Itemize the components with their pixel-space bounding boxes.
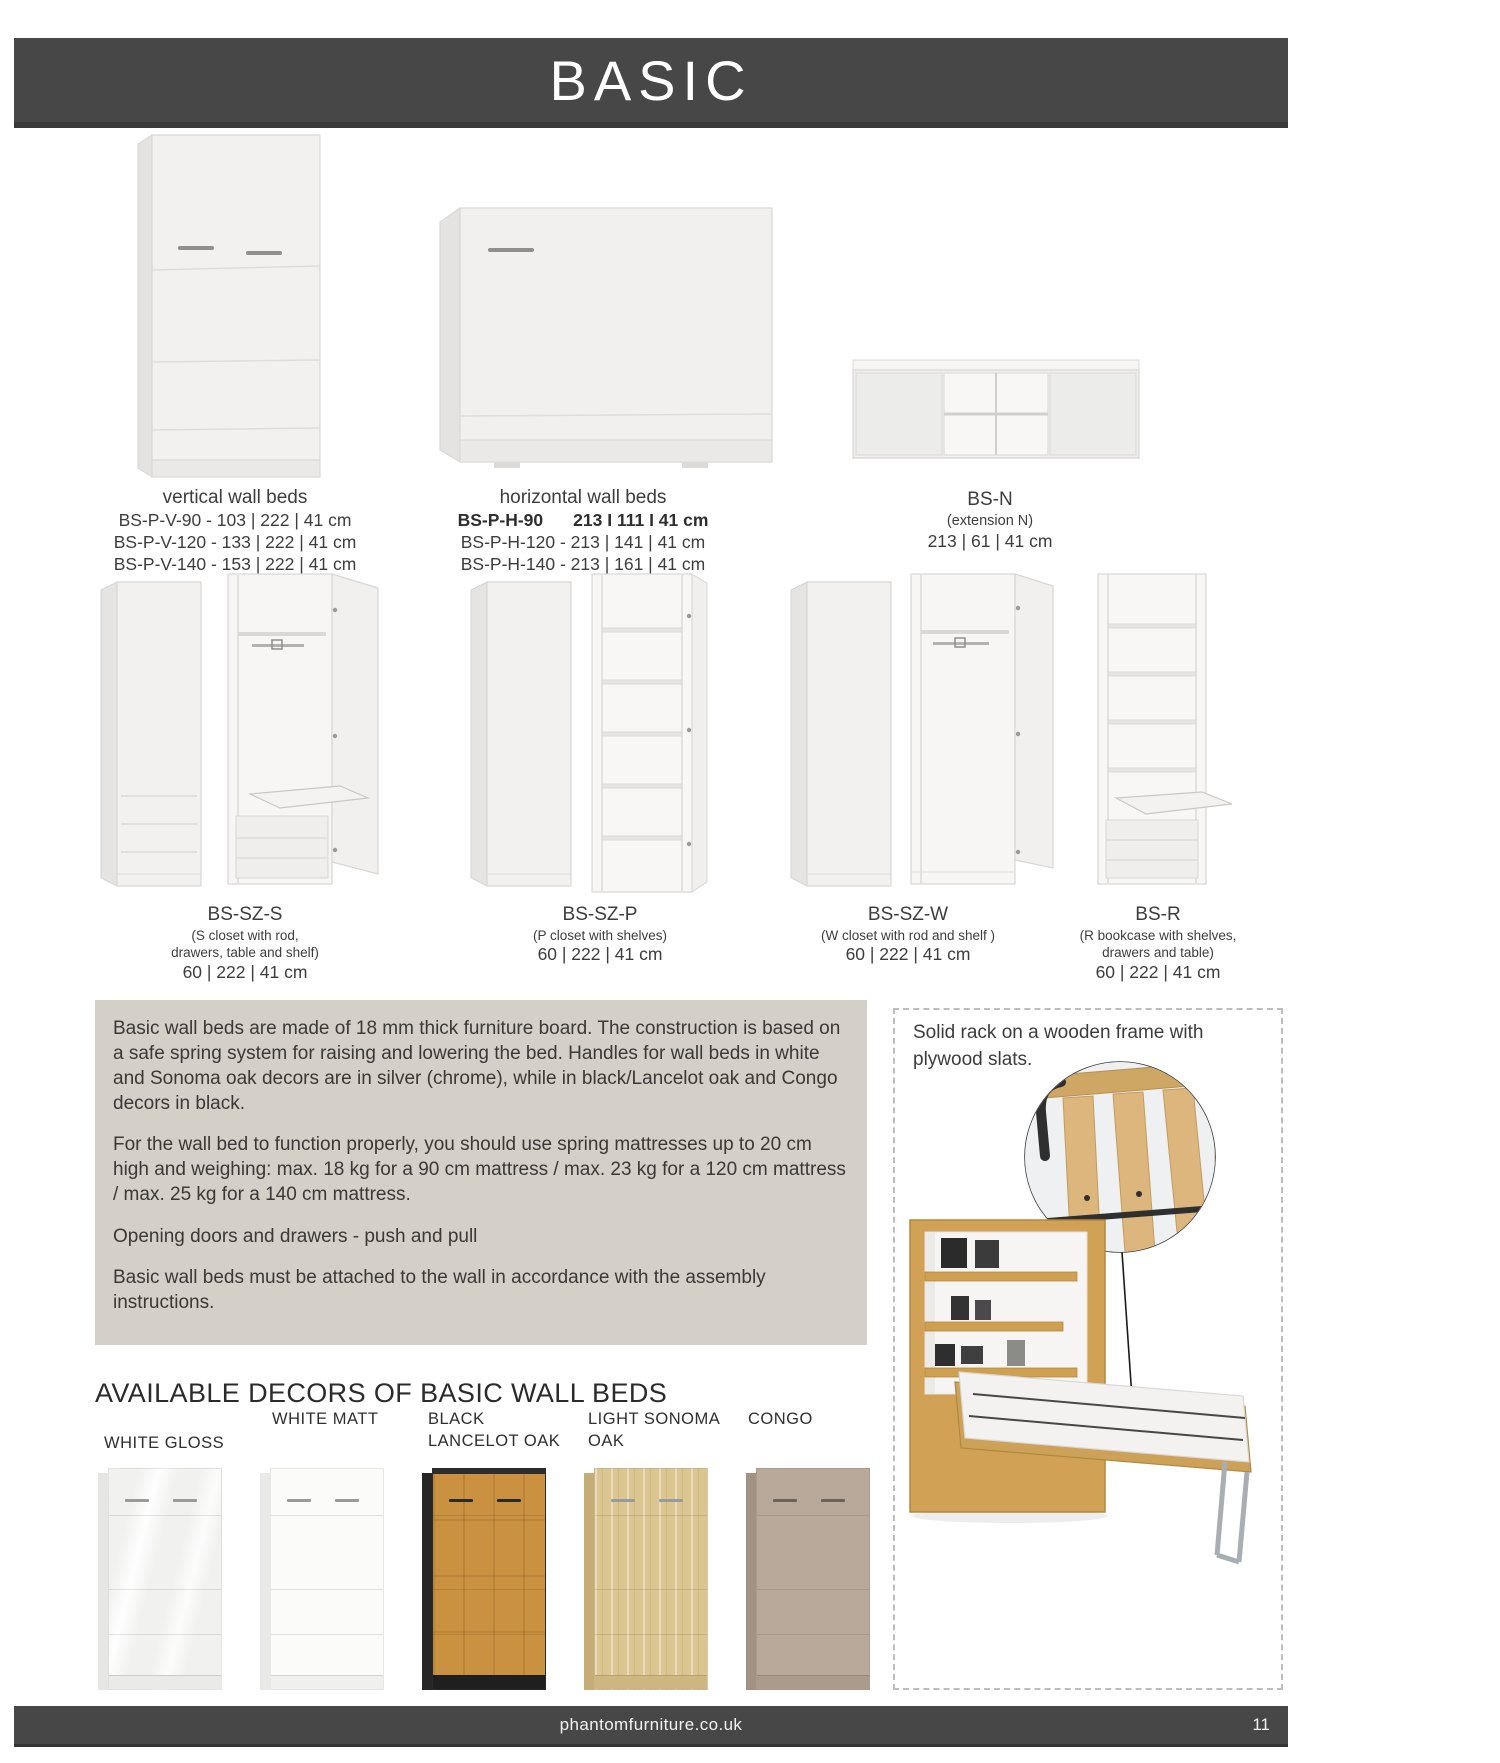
product-desc: (P closet with shelves) [532, 927, 668, 943]
website-text: phantomfurniture.co.uk [559, 1715, 743, 1734]
size-line: 60 | 222 | 41 cm [845, 944, 971, 965]
closet-w-closed-image [785, 578, 897, 890]
decor-label-line: WHITE GLOSS [104, 1434, 225, 1452]
product-title: vertical wall beds [162, 487, 308, 508]
info-paragraph: For the wall bed to function properly, you should use spring mattresses up to 20 cm high and weighing: max. 18 kg for a 90 cm mattress / max. 23 kg for a 120 cm mattress / max. 25 kg for a 140 cm mattress. [113, 1134, 846, 1206]
decor-label-line: LANCELOT OAK [428, 1432, 561, 1451]
rack-note: Solid rack on a wooden frame with plywood slats. [913, 1022, 1204, 1070]
product-desc: drawers, table and shelf) [171, 945, 319, 961]
open-wall-bed-image [895, 1010, 1281, 1688]
page-title: BASIC [549, 48, 753, 112]
decor-label-light-sonoma-oak [588, 1408, 720, 1453]
product-title: horizontal wall beds [499, 487, 667, 508]
decor-label-congo [748, 1408, 813, 1430]
product-desc: (S closet with rod, [191, 927, 299, 943]
product-title: BS-N [967, 489, 1013, 510]
bsn-label [840, 488, 1140, 552]
decor-swatch-white-matt [260, 1468, 384, 1690]
info-paragraph: Opening doors and drawers - push and pull [113, 1225, 478, 1247]
vertical-wall-bed-image [116, 130, 326, 482]
size-line: BS-P-H-140 - 213 | 161 | 41 cm [460, 553, 706, 574]
header-bar [14, 38, 1288, 128]
horizontal-wall-beds-label [418, 486, 748, 575]
size-line-bold [418, 510, 748, 532]
bs-r-label [1028, 903, 1288, 984]
horizontal-wall-bed-image [430, 198, 778, 476]
closet-p-open-image [586, 568, 714, 898]
product-subtitle: (extension N) [946, 512, 1034, 529]
decor-swatch-light-sonoma-oak [584, 1468, 708, 1690]
info-paragraph: Basic wall beds are made of 18 mm thick furniture board. The construction is based on a safe spring system for raising and lowering the bed. Handles for wall beds in white and Sonoma oak decors are in silver (chrome), while in black/Lancelot oak and Congo decors in black. [113, 1018, 841, 1115]
product-desc: (W closet with rod and shelf ) [820, 927, 996, 943]
bookcase-r-image [1090, 568, 1240, 898]
size-line: BS-P-H-120 - 213 | 141 | 41 cm [460, 531, 706, 552]
size-line: BS-P-V-140 - 153 | 222 | 41 cm [113, 553, 357, 574]
product-title: BS-SZ-P [562, 904, 638, 925]
size-line: 60 | 222 | 41 cm [1095, 961, 1221, 982]
bs-sz-w-label [768, 903, 1048, 966]
closet-s-open-image [222, 568, 394, 898]
closet-s-closed-image [95, 578, 207, 890]
decor-label-white-gloss [104, 1432, 224, 1454]
product-desc: (R bookcase with shelves, [1079, 927, 1237, 943]
decor-swatch-white-gloss [98, 1468, 222, 1690]
decor-label-line: OAK [588, 1432, 625, 1451]
decor-label-line: LIGHT SONOMA [588, 1410, 721, 1428]
size-line: 213 | 61 | 41 cm [927, 530, 1053, 551]
bs-sz-p-label [460, 903, 740, 966]
info-text-block [95, 1000, 867, 1345]
decor-label-white-matt [272, 1408, 378, 1430]
rack-detail-box [893, 1008, 1283, 1690]
product-title: BS-R [1135, 904, 1181, 925]
decor-swatch-black-lancelot-oak [422, 1468, 546, 1690]
decor-swatch-congo [746, 1468, 870, 1690]
bs-sz-s-label [105, 903, 385, 984]
decors-heading: AVAILABLE DECORS OF BASIC WALL BEDS [95, 1378, 668, 1408]
decor-label-line: BLACK [428, 1410, 485, 1428]
product-dims: 213 I 111 I 41 cm [573, 509, 709, 530]
closet-p-closed-image [465, 578, 577, 890]
vertical-wall-beds-label [70, 486, 400, 575]
product-code: BS-P-H-90 [457, 509, 544, 530]
footer-bar [14, 1706, 1288, 1747]
size-line: BS-P-V-90 - 103 | 222 | 41 cm [118, 509, 352, 530]
closet-w-open-image [905, 568, 1055, 898]
decor-label-line: CONGO [748, 1410, 813, 1428]
bsn-extension-image [845, 350, 1145, 474]
size-line: 60 | 222 | 41 cm [182, 961, 308, 982]
decor-label-line: WHITE MATT [272, 1410, 379, 1428]
size-line: 60 | 222 | 41 cm [537, 944, 663, 965]
product-title: BS-SZ-S [207, 904, 283, 925]
decor-label-black-lancelot-oak [428, 1408, 560, 1453]
product-desc: drawers and table) [1102, 945, 1214, 961]
info-paragraph: Basic wall beds must be attached to the wall in accordance with the assembly instructions. [113, 1266, 766, 1313]
page-number: 11 [1252, 1715, 1270, 1734]
product-title: BS-SZ-W [867, 904, 949, 925]
size-line: BS-P-V-120 - 133 | 222 | 41 cm [113, 531, 357, 552]
